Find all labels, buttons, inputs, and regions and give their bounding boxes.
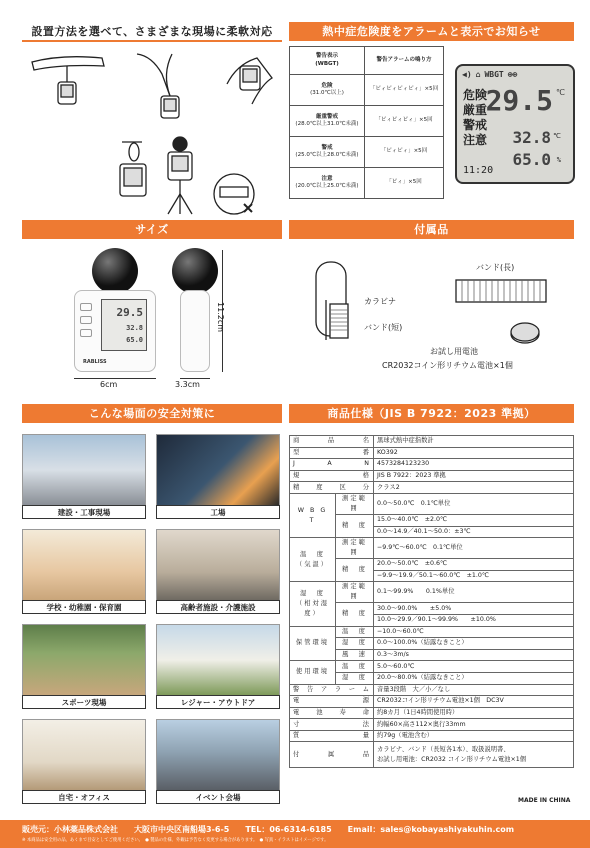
depth-dimension-line bbox=[180, 378, 210, 379]
spec-value: 0.0〜100.0%（結露なきこと） bbox=[374, 638, 574, 650]
lcd-temp-unit: ℃ bbox=[553, 132, 561, 140]
photo-care-facility bbox=[156, 529, 280, 601]
battery-desc: CR2032コイン形リチウム電池×1個 bbox=[382, 361, 513, 370]
spec-value: クラス2 bbox=[374, 482, 574, 494]
lcd-level-column bbox=[463, 88, 487, 148]
spec-value: −10.0〜60.0℃ bbox=[374, 626, 574, 638]
lcd-level: 警戒 bbox=[463, 118, 488, 132]
spec-value: 30.0〜90.0% ±5.0% bbox=[374, 603, 574, 615]
lcd-time: 11:20 bbox=[463, 165, 494, 176]
spec-row bbox=[290, 696, 574, 708]
alarm-heading: 熱中症危険度をアラームと表示でお知らせ bbox=[289, 22, 574, 41]
spec-value: 約8カ月（1日4時間使用時） bbox=[374, 707, 574, 719]
spec-row bbox=[290, 538, 574, 559]
alarm-level: 危険 bbox=[321, 82, 333, 89]
width-label: 6cm bbox=[100, 380, 118, 389]
spec-row bbox=[290, 719, 574, 731]
device-front bbox=[74, 290, 156, 372]
spec-key: 質 量 bbox=[290, 730, 374, 742]
photo-factory bbox=[156, 434, 280, 506]
photo-event bbox=[156, 719, 280, 791]
spec-value: 音量3段階 大／小／なし bbox=[374, 684, 574, 696]
spec-subkey: 温 度 bbox=[336, 626, 374, 638]
lcd-level: 危険 bbox=[463, 88, 488, 102]
spec-row bbox=[290, 707, 574, 719]
caption-sports: スポーツ現場 bbox=[22, 695, 146, 709]
device-side bbox=[180, 290, 210, 372]
carabiner-label: カラビナ bbox=[364, 297, 396, 306]
spec-value: 15.0〜40.0℃ ±2.0℃ bbox=[374, 514, 574, 526]
spec-key: 電 源 bbox=[290, 696, 374, 708]
made-in-label: MADE IN CHINA bbox=[518, 797, 571, 804]
spec-row bbox=[290, 626, 574, 638]
caption-outdoor: レジャー・アウトドア bbox=[156, 695, 280, 709]
spec-key: 付 属 品 bbox=[290, 742, 374, 768]
alarm-range: (28.0℃以上31.0℃未満) bbox=[295, 121, 359, 127]
spec-subkey: 測定範囲 bbox=[336, 582, 374, 603]
caption-care-facility: 高齢者施設・介護施設 bbox=[156, 600, 280, 614]
alarm-sound: 「ピィピィ」×5回 bbox=[365, 137, 444, 168]
alarm-range: (31.0℃以上) bbox=[310, 90, 344, 96]
spec-subkey: 測定範囲 bbox=[336, 538, 374, 559]
lcd-level: 注意 bbox=[463, 133, 488, 147]
mode-icon: ⊕⊕ bbox=[507, 70, 518, 79]
spec-subkey: 精 度 bbox=[336, 559, 374, 582]
spec-key: 警告アラーム bbox=[290, 684, 374, 696]
lcd-temp-value: 32.8 bbox=[512, 128, 551, 147]
lcd-level: 厳重 bbox=[463, 103, 488, 117]
spec-key: W B G T bbox=[290, 493, 336, 537]
device-screen-temp: 32.8 bbox=[126, 324, 143, 332]
spec-key: 寸 法 bbox=[290, 719, 374, 731]
spec-row bbox=[290, 684, 574, 696]
spec-key: 使用環境 bbox=[290, 661, 336, 684]
mounting-illustration bbox=[22, 44, 282, 216]
spec-row bbox=[290, 447, 574, 459]
spec-value: 5.0〜60.0℃ bbox=[374, 661, 574, 673]
spec-value: JIS B 7922：2023 準拠 bbox=[374, 470, 574, 482]
lcd-hum-value: 65.0 bbox=[512, 150, 551, 169]
width-dimension-line bbox=[74, 378, 156, 379]
device-buttons bbox=[80, 303, 94, 347]
spec-subkey: 風 速 bbox=[336, 649, 374, 661]
lcd-hum-unit: % bbox=[556, 156, 561, 164]
spec-key: 規 格 bbox=[290, 470, 374, 482]
photo-construction bbox=[22, 434, 146, 506]
spec-value: 黒球式熱中症指数計 bbox=[374, 436, 574, 448]
spec-value: 20.0〜80.0%（結露なきこと） bbox=[374, 672, 574, 684]
black-globe-front bbox=[92, 248, 138, 294]
spec-key: 湿 度（相対湿度） bbox=[290, 582, 336, 626]
spec-value: 4573284123230 bbox=[374, 459, 574, 471]
alarm-table bbox=[289, 46, 444, 199]
spec-value: 0.0〜50.0℃ 0.1℃単位 bbox=[374, 493, 574, 514]
alarm-sound: 「ピィピィピィピィ」×5回 bbox=[365, 75, 444, 106]
spec-row bbox=[290, 493, 574, 514]
spec-value: −9.9℃〜60.0℃ 0.1℃単位 bbox=[374, 538, 574, 559]
lcd-wbgt-label: WBGT bbox=[484, 70, 504, 79]
device-screen-hum: 65.0 bbox=[126, 336, 143, 344]
spec-subkey: 測定範囲 bbox=[336, 493, 374, 514]
spec-value: 0.0〜14.9／40.1〜50.0：±3℃ bbox=[374, 526, 574, 538]
photo-school bbox=[22, 529, 146, 601]
spec-value: CR2032コイン形リチウム電池×1個 DC3V bbox=[374, 696, 574, 708]
spec-subkey: 湿 度 bbox=[336, 638, 374, 650]
lcd-main-unit: ℃ bbox=[556, 88, 565, 97]
caption-event: イベント会場 bbox=[156, 790, 280, 804]
caption-construction: 建設・工事現場 bbox=[22, 505, 146, 519]
caption-school: 学校・幼稚園・保育園 bbox=[22, 600, 146, 614]
accessories-illustration bbox=[300, 250, 570, 390]
alarm-level: 警戒 bbox=[321, 144, 333, 151]
lcd-display bbox=[455, 64, 575, 184]
spec-subkey: 温 度 bbox=[336, 661, 374, 673]
band-short-label: バンド(短) bbox=[364, 323, 403, 332]
device-brand: RABLISS bbox=[83, 359, 107, 365]
alarm-sound: 「ピィ」×5回 bbox=[365, 168, 444, 199]
spec-value: 0.1〜99.9% 0.1%単位 bbox=[374, 582, 574, 603]
device-screen bbox=[101, 299, 147, 351]
spec-key: 精 度 区 分 bbox=[290, 482, 374, 494]
spec-table bbox=[289, 435, 574, 768]
spec-row bbox=[290, 470, 574, 482]
spec-acc-line: お試し用電池：CR2032 コイン形リチウム電池×1個 bbox=[377, 755, 527, 763]
photo-outdoor bbox=[156, 624, 280, 696]
scenes-heading: こんな場面の安全対策に bbox=[22, 404, 282, 423]
alarm-table-header-right: 警告アラームの鳴り方 bbox=[365, 47, 444, 75]
spec-value: 約幅60×高さ112×奥行33mm bbox=[374, 719, 574, 731]
spec-value: 0.3〜3m/s bbox=[374, 649, 574, 661]
spec-value: 10.0〜29.9／90.1〜99.9% ±10.0% bbox=[374, 614, 574, 626]
size-illustration bbox=[22, 246, 282, 396]
spec-heading: 商品仕様（JIS B 7922：2023 準拠） bbox=[289, 404, 574, 423]
spec-row bbox=[290, 661, 574, 673]
spec-value: 20.0〜50.0℃ ±0.6℃ bbox=[374, 559, 574, 571]
spec-key: 商 品 名 bbox=[290, 436, 374, 448]
band-long-label: バンド(長) bbox=[476, 263, 515, 272]
spec-row bbox=[290, 742, 574, 768]
caption-factory: 工場 bbox=[156, 505, 280, 519]
alarm-sound: 「ピィピィピィ」×5回 bbox=[365, 106, 444, 137]
footer-contact: 販売元：小林薬品株式会社 大阪市中央区南船場3-6-5 TEL：06-6314-6185 Email：sales@kobayashiyakuhin.com bbox=[22, 825, 515, 834]
spec-key: 温 度（気温） bbox=[290, 538, 336, 582]
device-screen-main: 29.5 bbox=[116, 306, 143, 319]
battery-label: お試し用電池 bbox=[430, 347, 478, 356]
black-globe-side bbox=[172, 248, 218, 294]
alarm-row bbox=[290, 137, 444, 168]
photo-sports bbox=[22, 624, 146, 696]
spec-acc-line: カラビナ、バンド（長短各1本）、取扱説明書、 bbox=[377, 745, 510, 753]
speaker-icon: ◀) bbox=[462, 70, 472, 79]
spec-value bbox=[374, 742, 574, 768]
alarm-table-header-left: 警告表示 (WBGT) bbox=[290, 47, 365, 75]
lock-icon: ⌂ bbox=[475, 70, 481, 79]
spec-value: −9.9〜19.9／50.1〜60.0℃ ±1.0℃ bbox=[374, 570, 574, 582]
alarm-row bbox=[290, 168, 444, 199]
spec-value: 約79g（電池含む） bbox=[374, 730, 574, 742]
spec-key: 型 番 bbox=[290, 447, 374, 459]
spec-row bbox=[290, 459, 574, 471]
install-heading: 設置方法を選べて、さまざまな現場に柔軟対応 bbox=[22, 22, 282, 42]
caption-home-office: 自宅・オフィス bbox=[22, 790, 146, 804]
spec-row bbox=[290, 436, 574, 448]
footer bbox=[0, 820, 590, 848]
alarm-level: 厳重警戒 bbox=[315, 113, 338, 120]
alarm-range: (20.0℃以上25.0℃未満) bbox=[295, 183, 359, 189]
footer-notes: ※ 本商品は安全用の品、あくまで目安としてご使用ください。 ● 製品の仕様、外観は予告なく変更する場合があります。 ● 写真・イラストはイメージです。 bbox=[22, 838, 329, 843]
alarm-range: (25.0℃以上28.0℃未満) bbox=[295, 152, 359, 158]
spec-value: KO392 bbox=[374, 447, 574, 459]
spec-key: 保管環境 bbox=[290, 626, 336, 661]
accessories-heading: 付属品 bbox=[289, 220, 574, 239]
height-label: 11.2cm bbox=[216, 302, 225, 333]
spec-key: J A N bbox=[290, 459, 374, 471]
spec-row bbox=[290, 582, 574, 603]
depth-label: 3.3cm bbox=[175, 380, 200, 389]
alarm-row bbox=[290, 75, 444, 106]
alarm-level: 注意 bbox=[321, 175, 333, 182]
spec-row bbox=[290, 730, 574, 742]
install-illustrations bbox=[22, 44, 282, 216]
spec-subkey: 湿 度 bbox=[336, 672, 374, 684]
spec-subkey: 精 度 bbox=[336, 603, 374, 626]
spec-row bbox=[290, 482, 574, 494]
spec-subkey: 精 度 bbox=[336, 514, 374, 537]
spec-key: 電 池 寿 命 bbox=[290, 707, 374, 719]
lcd-status-line bbox=[462, 70, 568, 79]
lcd-main-value: 29.5 bbox=[485, 84, 553, 117]
alarm-row bbox=[290, 106, 444, 137]
photo-home-office bbox=[22, 719, 146, 791]
size-heading: サイズ bbox=[22, 220, 282, 239]
